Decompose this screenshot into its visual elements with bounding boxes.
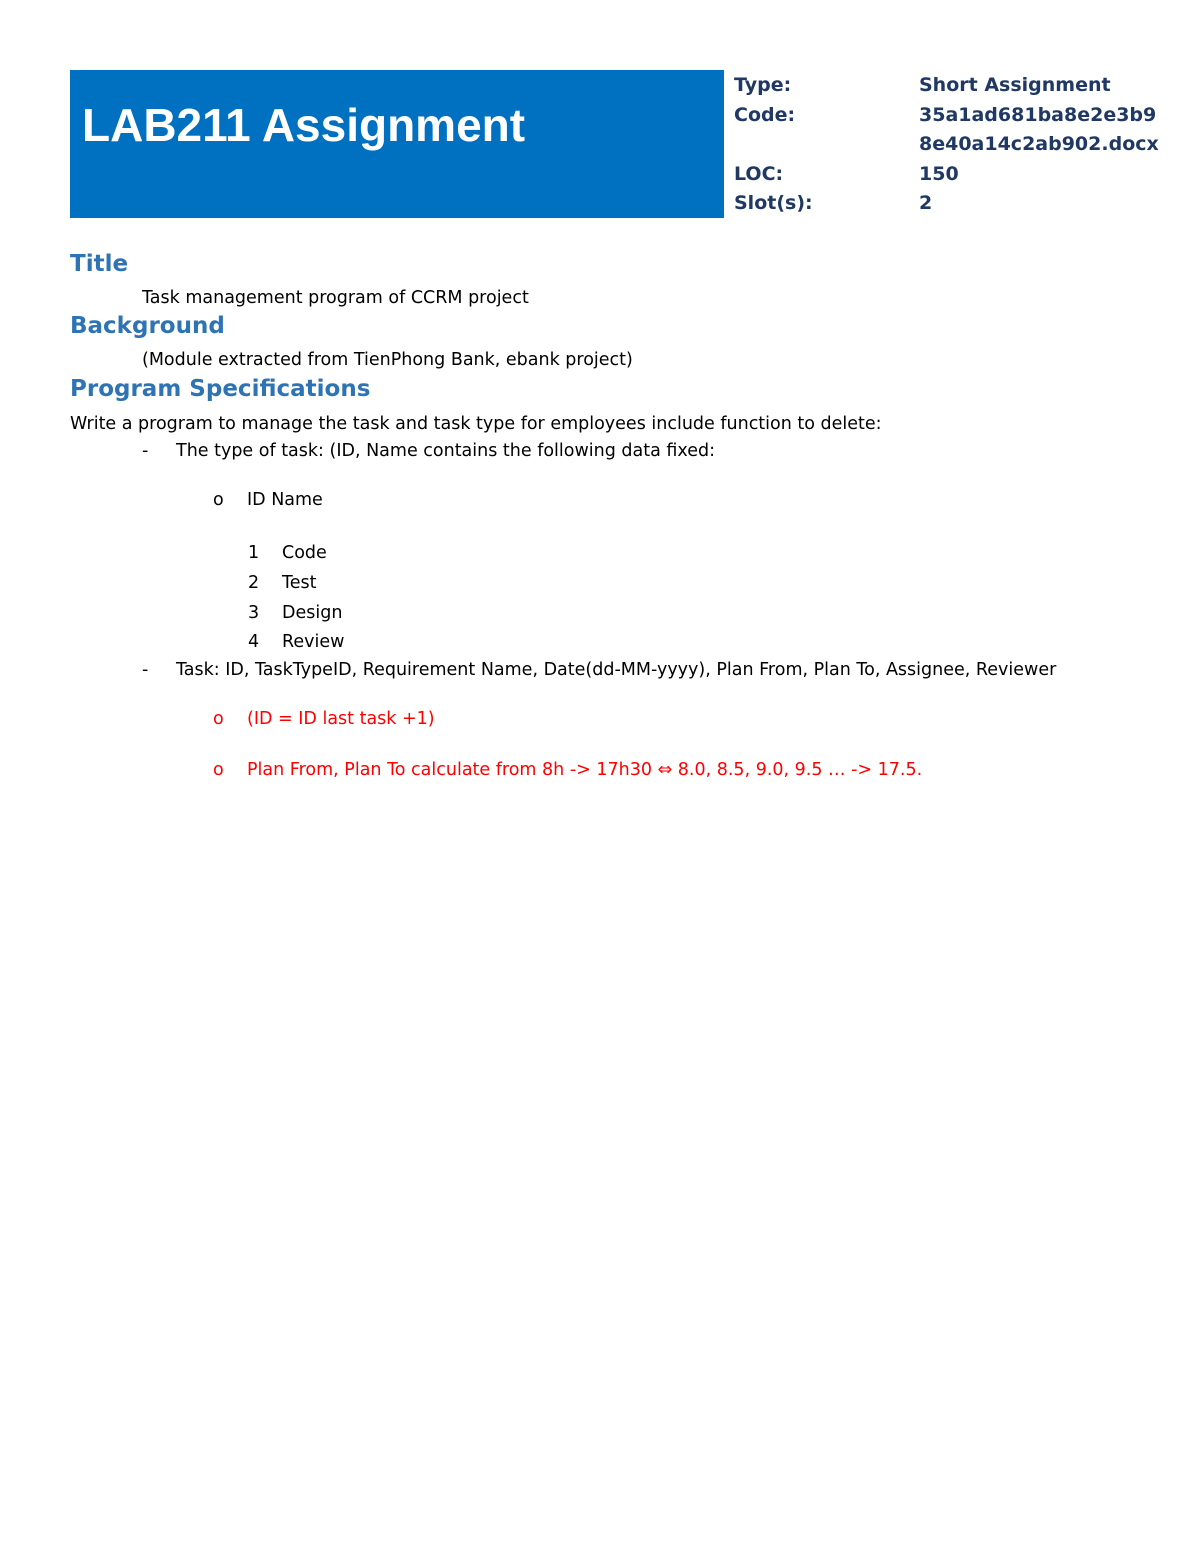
meta-value: Short Assignment: [919, 74, 1111, 96]
dash-bullet: -: [142, 441, 149, 461]
task-type-name: Test: [282, 573, 317, 593]
task-type-id: 3: [248, 603, 260, 623]
meta-label: Type:: [734, 74, 792, 96]
header-banner: [70, 70, 724, 218]
meta-value: 35a1ad681ba8e2e3b9: [919, 103, 1157, 126]
section-heading-title: Title: [70, 251, 129, 277]
section-heading-background: Background: [70, 313, 225, 339]
circle-bullet: o: [213, 490, 224, 510]
background-text: (Module extracted from TienPhong Bank, ebank project): [142, 350, 633, 370]
meta-value: 150: [919, 162, 959, 185]
task-type-name: Code: [282, 543, 327, 563]
task-type-table-header: ID Name: [247, 490, 323, 510]
task-type-name: Design: [282, 603, 343, 623]
meta-label: Code:: [734, 103, 796, 126]
task-type-name: Review: [282, 632, 345, 652]
circle-bullet: o: [213, 760, 224, 780]
meta-value: 2: [919, 192, 933, 214]
spec-intro: Write a program to manage the task and task type for employees include function to delete:: [70, 414, 882, 434]
circle-bullet: o: [213, 709, 224, 729]
rule-plan-range: Plan From, Plan To calculate from 8h -> 17h30 ⇔ 8.0, 8.5, 9.0, 9.5 … -> 17.5.: [247, 760, 923, 780]
task-type-id: 1: [248, 543, 260, 563]
task-type-id: 2: [248, 573, 260, 593]
task-bullet-text: Task: ID, TaskTypeID, Requirement Name, Date(dd-MM-yyyy), Plan From, Plan To, Assignee, Reviewer: [176, 660, 1057, 680]
meta-label: Slot(s):: [734, 192, 813, 214]
title-text: Task management program of CCRM project: [142, 288, 529, 308]
task-type-bullet-text: The type of task: (ID, Name contains the following data fixed:: [176, 441, 716, 461]
section-heading-spec: Program Specifications: [70, 376, 371, 402]
task-type-id: 4: [248, 632, 260, 652]
dash-bullet: -: [142, 660, 149, 680]
document-title: LAB211 Assignment: [82, 99, 526, 151]
meta-label: LOC:: [734, 162, 784, 185]
meta-value: 8e40a14c2ab902.docx: [919, 133, 1159, 155]
rule-id-increment: (ID = ID last task +1): [247, 709, 435, 729]
